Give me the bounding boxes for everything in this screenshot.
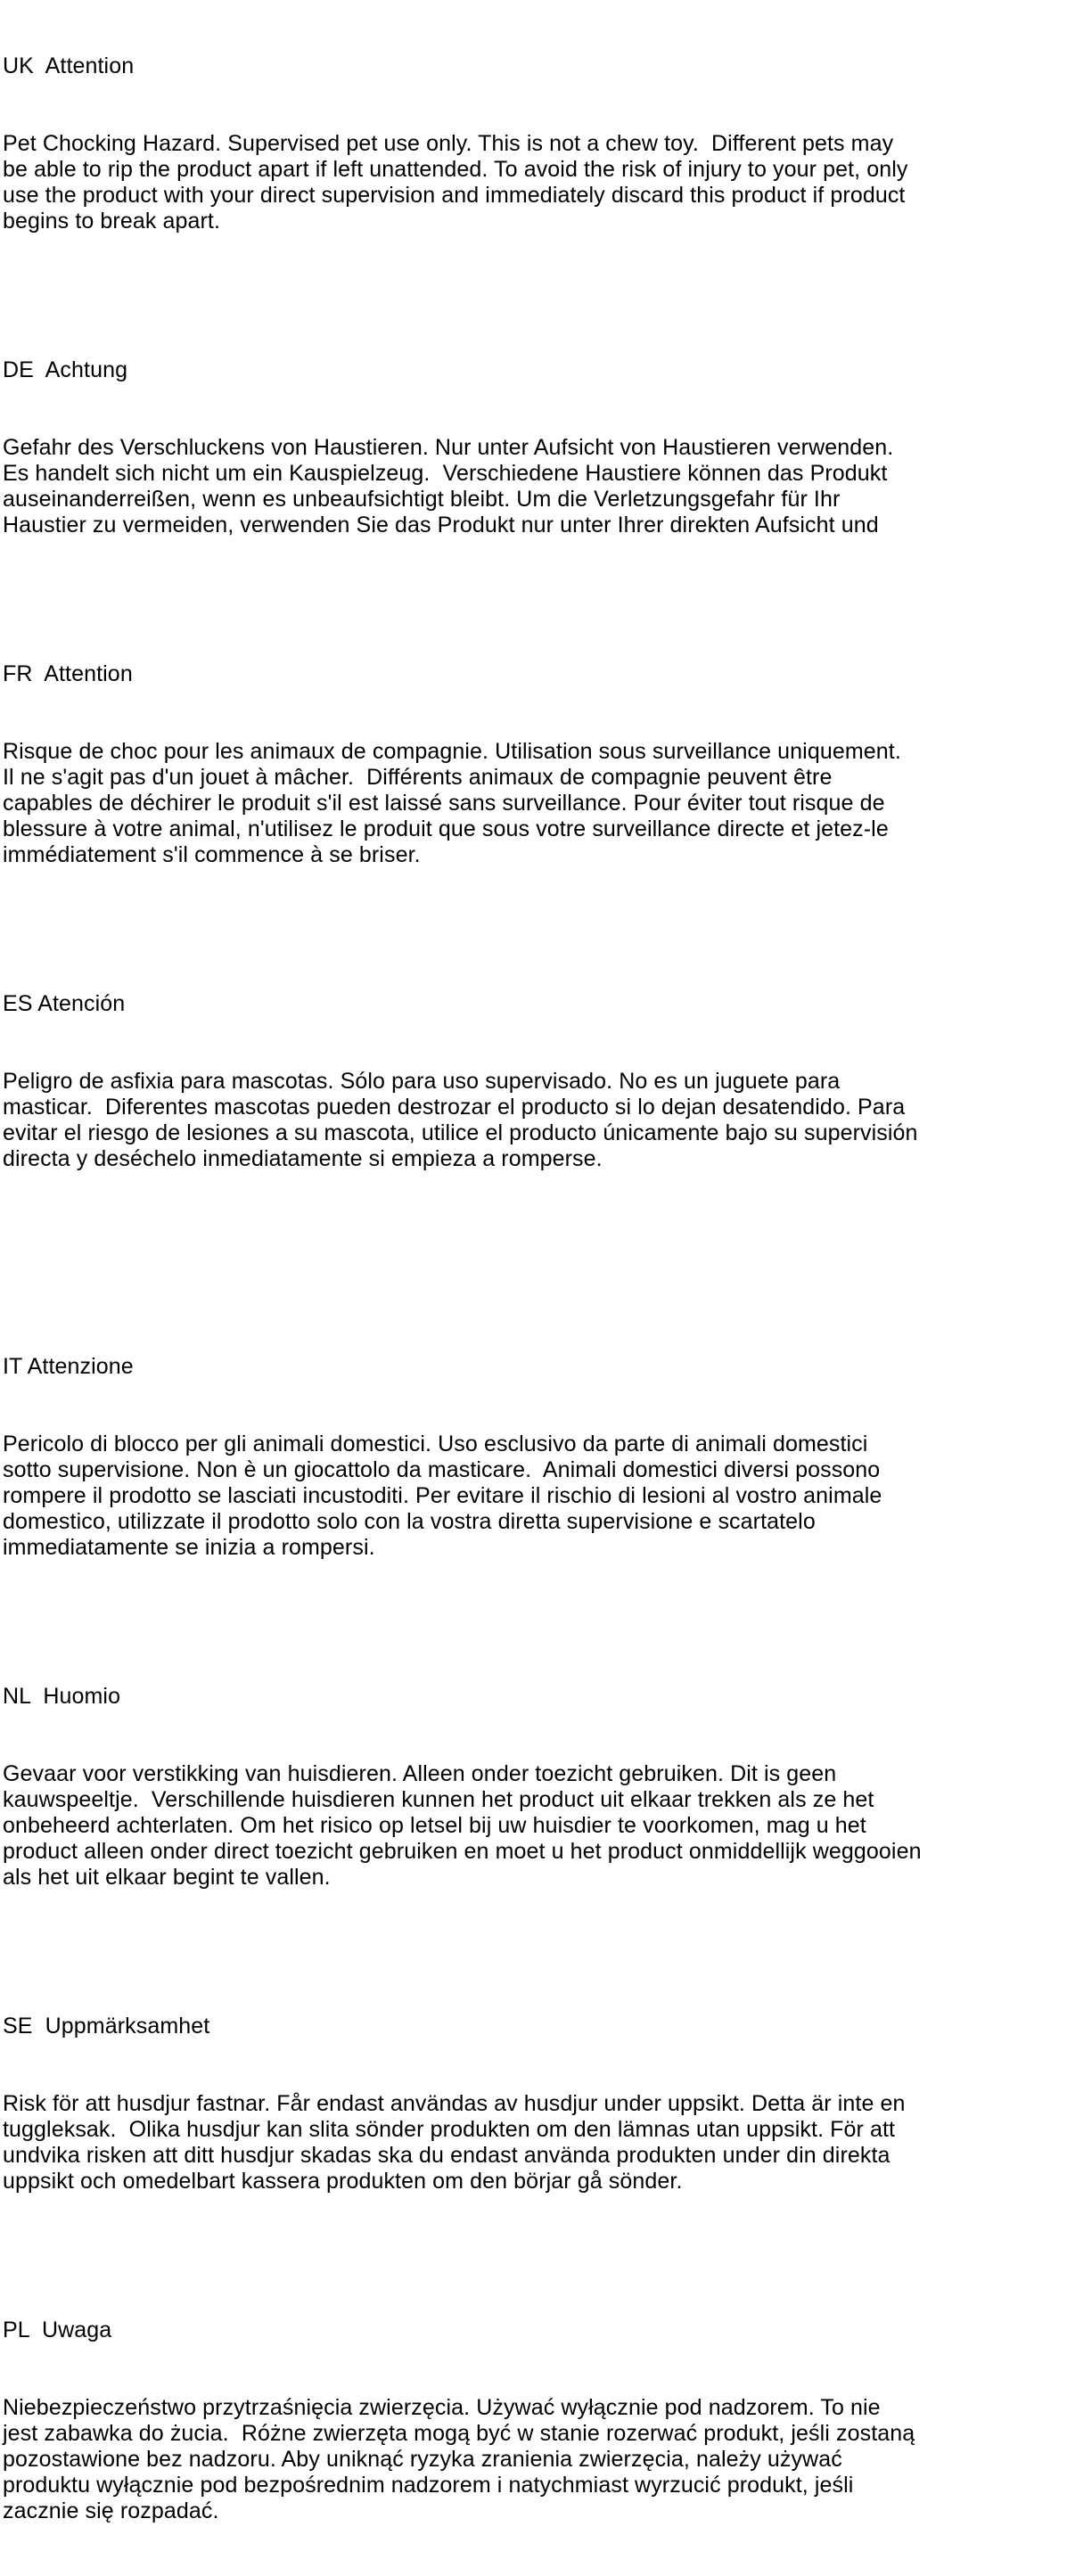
- warning-body-it: Pericolo di blocco per gli animali domestici. Uso esclusivo da parte di animali domestici sotto supervisione. Non è un giocattolo da masticare. Animali domestici diversi possono rompere il prodotto se lasciati incustoditi. Per evitare il rischio di lesioni al vostro animale domestico, utilizzate il prodotto solo con la vostra diretta supervisione e scartatelo immediatamente se inizia a rompersi.: [3, 1432, 882, 1560]
- warning-heading-uk: UK Attention: [3, 53, 135, 78]
- warning-heading-de: DE Achtung: [3, 357, 128, 382]
- warning-section-nl: [3, 1632, 1060, 1942]
- warning-section-de: [3, 306, 1060, 590]
- warning-body-fr: Risque de choc pour les animaux de compagnie. Utilisation sous surveillance uniquement. Il ne s'agit pas d'un jouet à mâcher. Différents animaux de compagnie peuvent être capables de déchirer le produit s'il est laissé sans surveillance. Pour éviter tout risque de blessure à votre animal, n'utilisez le produit que sous votre surveillance directe et jetez-le immédiatement s'il commence à se briser.: [3, 739, 901, 867]
- warning-section-se: [3, 1962, 1060, 2246]
- warning-body-es: Peligro de asfixia para mascotas. Sólo para uso supervisado. No es un juguete para masticar. Diferentes mascotas pueden destrozar el producto si lo dejan desatendido. Para evitar el riesgo de lesiones a su mascota, utilice el producto únicamente bajo su supervisión directa y deséchelo inmediatamente si empieza a romperse.: [3, 1069, 918, 1171]
- warning-body-pl: Niebezpieczeństwo przytrzaśnięcia zwierzęcia. Używać wyłącznie pod nadzorem. To nie jest zabawka do żucia. Różne zwierzęta mogą być w stanie rozerwać produkt, jeśli zostaną pozostawione bez nadzoru. Aby uniknąć ryzyka zranienia zwierzęcia, należy używać produktu wyłącznie pod bezpośrednim nadzorem i natychmiast wyrzucić produkt, jeśli zacznie się rozpadać.: [3, 2395, 915, 2523]
- warning-heading-es: ES Atención: [3, 991, 126, 1016]
- warning-body-de: Gefahr des Verschluckens von Haustieren. Nur unter Aufsicht von Haustieren verwenden. Es handelt sich nicht um ein Kauspielzeug. Verschiedene Haustiere können das Produkt auseinanderreißen, wenn es unbeaufsichtigt bleibt. Um die Verletzungsgefahr für Ihr Haustier zu vermeiden, verwenden Sie das Produkt nur unter Ihrer direkten Aufsicht und: [3, 435, 894, 537]
- warning-heading-fr: FR Attention: [3, 661, 133, 686]
- warning-section-es: [3, 939, 1060, 1224]
- warning-section-fr: [3, 610, 1060, 920]
- warning-section-it: [3, 1302, 1060, 1612]
- warning-body-se: Risk för att husdjur fastnar. Får endast användas av husdjur under uppsikt. Detta är inte en tuggleksak. Olika husdjur kan slita sönder produkten om den lämnas utan uppsikt. För att undvika risken att ditt husdjur skadas ska du endast använda produkten under din direkta uppsikt och omedelbart kassera produkten om den börjar gå sönder.: [3, 2091, 906, 2194]
- warning-heading-it: IT Attenzione: [3, 1354, 134, 1379]
- warning-heading-se: SE Uppmärksamhet: [3, 2014, 210, 2039]
- warning-section-pl: [3, 2266, 1060, 2576]
- warning-heading-pl: PL Uwaga: [3, 2318, 112, 2342]
- warning-heading-nl: NL Huomio: [3, 1684, 121, 1709]
- warning-section-uk: [3, 2, 1060, 286]
- warning-body-uk: Pet Chocking Hazard. Supervised pet use only. This is not a chew toy. Different pets may be able to rip the product apart if left unattended. To avoid the risk of injury to your pet, only use the product with your direct supervision and immediately discard this product if product begins to break apart.: [3, 131, 908, 234]
- warning-body-nl: Gevaar voor verstikking van huisdieren. Alleen onder toezicht gebruiken. Dit is geen kauwspeeltje. Verschillende huisdieren kunnen het product uit elkaar trekken als ze het onbeheerd achterlaten. Om het risico op letsel bij uw huisdier te voorkomen, mag u het product alleen onder direct toezicht gebruiken en moet u het product onmiddellijk weggooien als het uit elkaar begint te vallen.: [3, 1761, 922, 1890]
